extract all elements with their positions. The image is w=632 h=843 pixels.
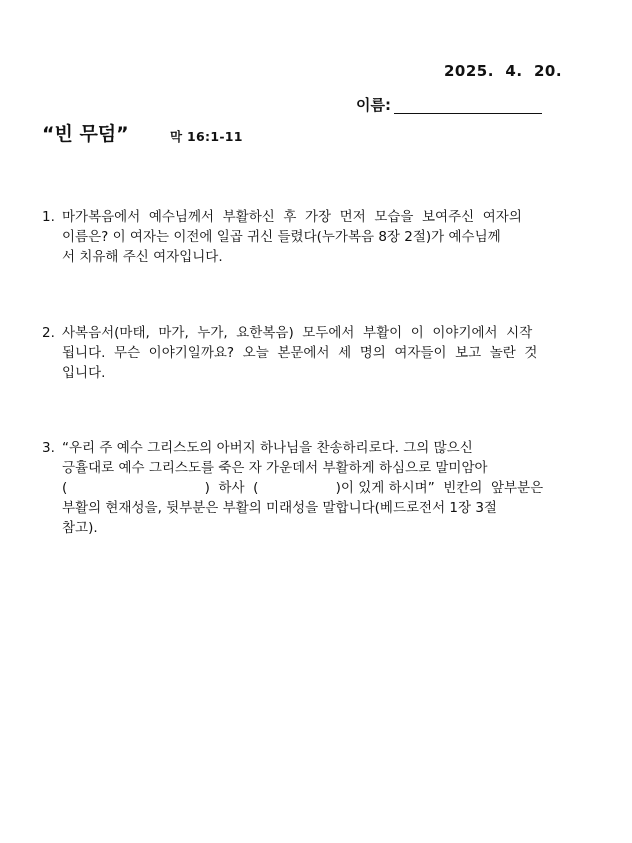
page-title: “빈 무덤” (42, 123, 129, 145)
question-number: 2. (42, 325, 55, 341)
question-line: “우리 주 예수 그리스도의 아버지 하나님을 찬송하리로다. 그의 많으신 (62, 440, 473, 456)
question-line: 입니다. (62, 365, 106, 381)
question-line: 됩니다. 무슨 이야기일까요? 오늘 본문에서 세 명의 여자들이 보고 놀란 것 (62, 345, 538, 361)
question-line: 마가복음에서 예수님께서 부활하신 후 가장 먼저 모습을 보여주신 여자의 (62, 209, 522, 225)
name-label: 이름: (356, 96, 391, 114)
name-blank-line[interactable] (394, 113, 542, 114)
question-number: 3. (42, 440, 55, 456)
question-number: 1. (42, 209, 55, 225)
question-3 (42, 438, 554, 538)
question-line: 이름은? 이 여자는 이전에 일곱 귀신 들렸다(누가복음 8장 2절)가 예수님께 (62, 229, 501, 245)
question-2 (42, 323, 554, 383)
date: 2025. 4. 20. (444, 62, 563, 80)
question-line: 참고). (62, 520, 98, 536)
question-line: 사복음서(마태, 마가, 누가, 요한복음) 모두에서 부활이 이 이야기에서 시작 (62, 325, 533, 341)
question-1 (42, 207, 554, 267)
question-line: ( ) 하사 ( )이 있게 하시며” 빈칸의 앞부분은 (62, 480, 544, 496)
question-line: 긍휼대로 예수 그리스도를 죽은 자 가운데서 부활하게 하심으로 말미암아 (62, 460, 488, 476)
question-line: 부활의 현재성을, 뒷부분은 부활의 미래성을 말합니다(베드로전서 1장 3절 (62, 500, 497, 516)
name-field[interactable] (356, 94, 546, 116)
scripture-reference: 막 16:1-11 (170, 129, 243, 144)
question-line: 서 치유해 주신 여자입니다. (62, 249, 223, 265)
